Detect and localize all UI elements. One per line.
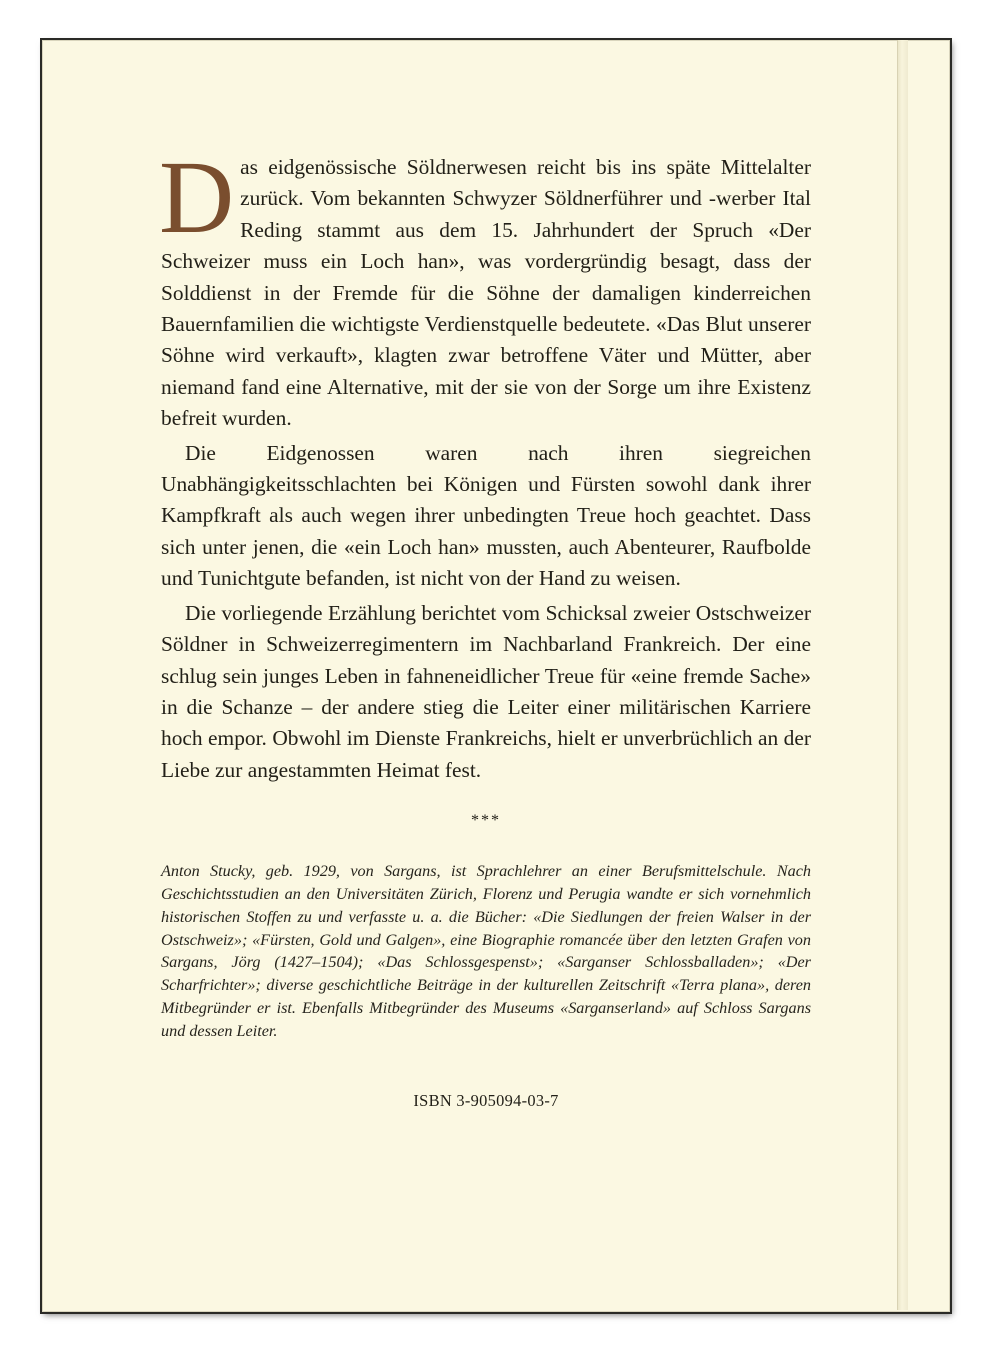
blurb-paragraph-2: Die Eidgenossen waren nach ihren siegreichen Unabhängigkeitsschlachten bei Königen und Fürsten sowohl dank ihrer Kampfkraft als auch wegen ihrer unbedingten Treue hoch geachtet. Dass sich unter jenen, die «ein Loch han» mussten, auch Abenteurer, Raufbolde und Tunichtgute befanden, ist nicht von der Hand zu weisen. bbox=[161, 440, 811, 591]
drop-cap: D bbox=[159, 140, 235, 255]
blurb-paragraph-1 bbox=[159, 140, 811, 435]
blurb-paragraph-1-text: as eidgenössische Söldnerwesen reicht bis ins späte Mittelalter zurück. Vom bekannten Schwyzer Söldnerführer und -werber Ital Reding stammt aus dem 15. Jahrhundert der Spruch «Der Schweizer muss ein Loch han», was vordergründig besagt, dass der Solddienst in der Fremde für die Söhne der damaligen kinderreichen Bauernfamilien die wichtigste Verdienstquelle bedeutete. «Das Blut unserer Söhne wird verkauft», klagten zwar betroffene Väter und Mütter, aber niemand fand eine Alternative, mit der sie von der Sorge um ihre Existenz befreit wurden. bbox=[161, 155, 811, 431]
blurb-paragraph-3: Die vorliegende Erzählung berichtet vom Schicksal zweier Ostschweizer Söldner in Schweizerregimentern im Nachbarland Frankreich. Der eine schlug sein junges Leben in fahneneidlicher Treue für «eine fremde Sache» in die Schanze – der andere stieg die Leiter einer militärischen Karriere hoch empor. Obwohl im Dienste Frankreichs, hielt er unverbrüchlich an der Liebe zur angestammten Heimat fest. bbox=[161, 600, 811, 782]
author-biography: Anton Stucky, geb. 1929, von Sargans, ist Sprachlehrer an einer Berufsmittelschule. Nach Geschichtsstudien an den Universitäten Zürich, Florenz und Perugia wandte er sich vornehmlich historischen Stoffen zu und verfasste u. a. die Bücher: «Die Siedlungen der freien Walser in der Ostschweiz»; «Fürsten, Gold und Galgen», eine Biographie romancée über den letzten Grafen von Sargans, Jörg (1427–1504); «Das Schlossgespenst»; «Sarganser Schlossballaden»; «Der Scharfrichter»; diverse geschichtliche Beiträge in der kulturellen Zeitschrift «Terra plana», deren Mitbegründer er ist. Ebenfalls Mitbegründer des Museums «Sarganserland» auf Schloss Sargans und dessen Leiter. bbox=[161, 862, 811, 1040]
section-separator: *** bbox=[471, 812, 501, 830]
book-spine-edge bbox=[897, 40, 908, 1310]
back-cover-text bbox=[159, 140, 811, 1111]
isbn-number: ISBN 3-905094-03-7 bbox=[413, 1090, 559, 1110]
